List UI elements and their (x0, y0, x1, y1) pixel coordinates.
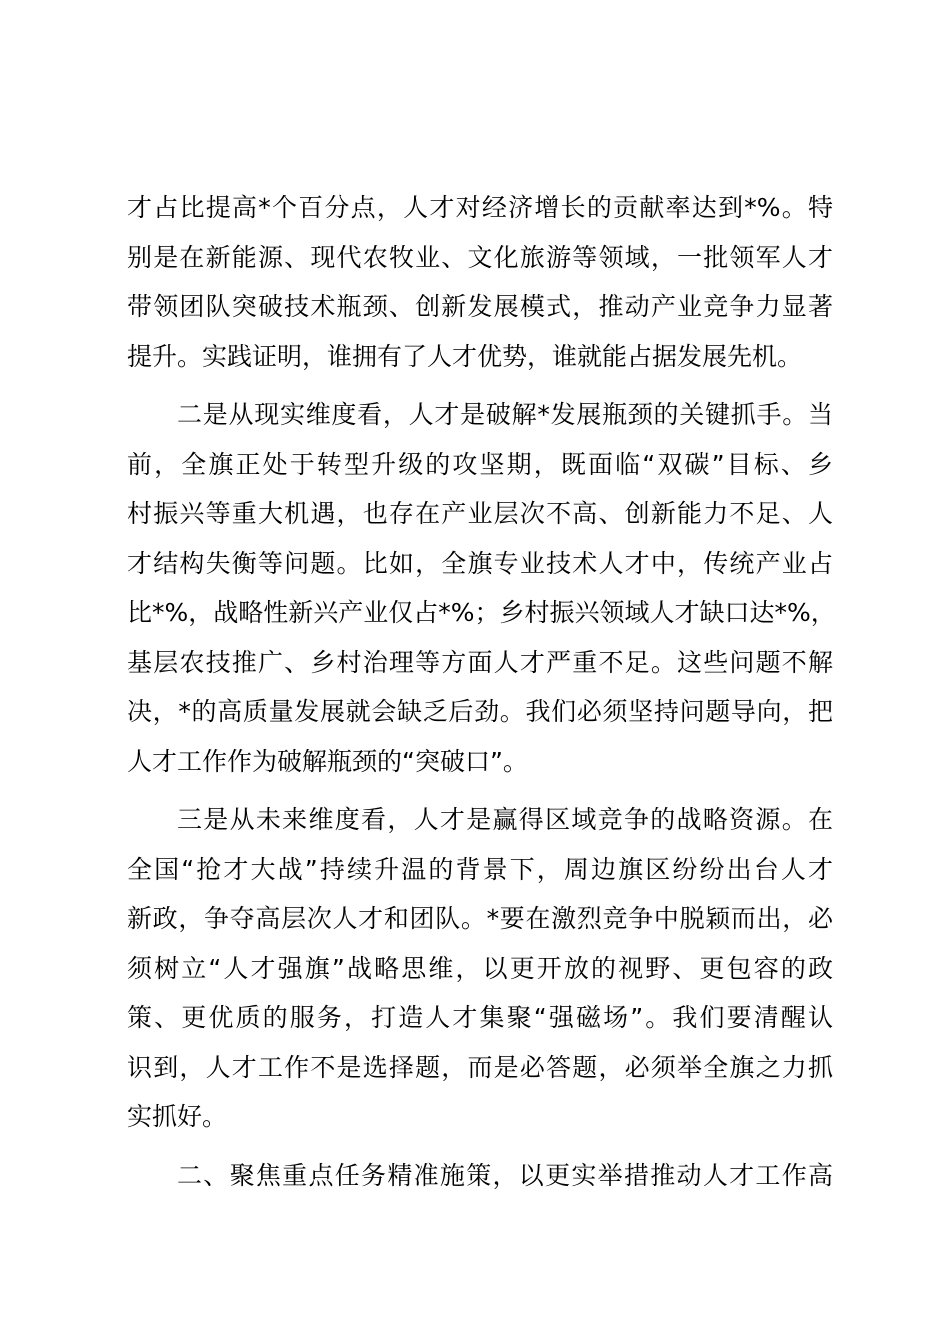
paragraph-line: 比*%，战略性新兴产业仅占*%；乡村振兴领域人才缺口达*%， (127, 598, 836, 627)
paragraph-line: 提升。实践证明，谁拥有了人才优势，谁就能占据发展先机。 (127, 341, 803, 371)
paragraph-line: 全国“抢才大战”持续升温的背景下，周边旗区纷纷出台人才 (127, 854, 833, 884)
section-heading-line: 二、聚焦重点任务精准施策，以更实举措推动人才工作高 (177, 1160, 833, 1190)
paragraph-line: 三是从未来维度看，人才是赢得区域竞争的战略资源。在 (177, 805, 833, 834)
paragraph-line: 实抓好。 (127, 1102, 228, 1131)
paragraph-line: 前，全旗正处于转型升级的攻坚期，既面临“双碳”目标、乡 (127, 449, 833, 479)
section-heading (127, 1151, 833, 1201)
paragraph-2 (127, 390, 836, 786)
paragraph-line: 识到，人才工作不是选择题，而是必答题，必须举全旗之力抓 (127, 1052, 833, 1082)
paragraph-line: 须树立“人才强旗”战略思维，以更开放的视野、更包容的政 (127, 953, 833, 983)
document-body (127, 183, 836, 1200)
paragraph-3 (127, 795, 833, 1142)
paragraph-line: 才占比提高*个百分点，人才对经济增长的贡献率达到*%。特 (127, 193, 833, 222)
paragraph-line: 新政，争夺高层次人才和团队。*要在激烈竞争中脱颖而出，必 (127, 904, 833, 933)
paragraph-line: 别是在新能源、现代农牧业、文化旅游等领域，一批领军人才 (127, 242, 833, 272)
paragraph-line: 二是从现实维度看，人才是破解*发展瓶颈的关键抓手。当 (177, 400, 833, 429)
paragraph-line: 策、更优质的服务，打造人才集聚“强磁场”。我们要清醒认 (127, 1003, 833, 1032)
paragraph-line: 基层农技推广、乡村治理等方面人才严重不足。这些问题不解 (127, 647, 833, 677)
paragraph-line: 才结构失衡等问题。比如，全旗专业技术人才中，传统产业占 (127, 548, 833, 578)
paragraph-line: 带领团队突破技术瓶颈、创新发展模式，推动产业竞争力显著 (127, 292, 833, 321)
paragraph-line: 人才工作作为破解瓶颈的“突破口”。 (127, 746, 528, 776)
paragraph-line: 决，*的高质量发展就会缺乏后劲。我们必须坚持问题导向，把 (127, 697, 833, 726)
paragraph-1 (127, 183, 833, 381)
paragraph-line: 村振兴等重大机遇，也存在产业层次不高、创新能力不足、人 (127, 499, 833, 528)
